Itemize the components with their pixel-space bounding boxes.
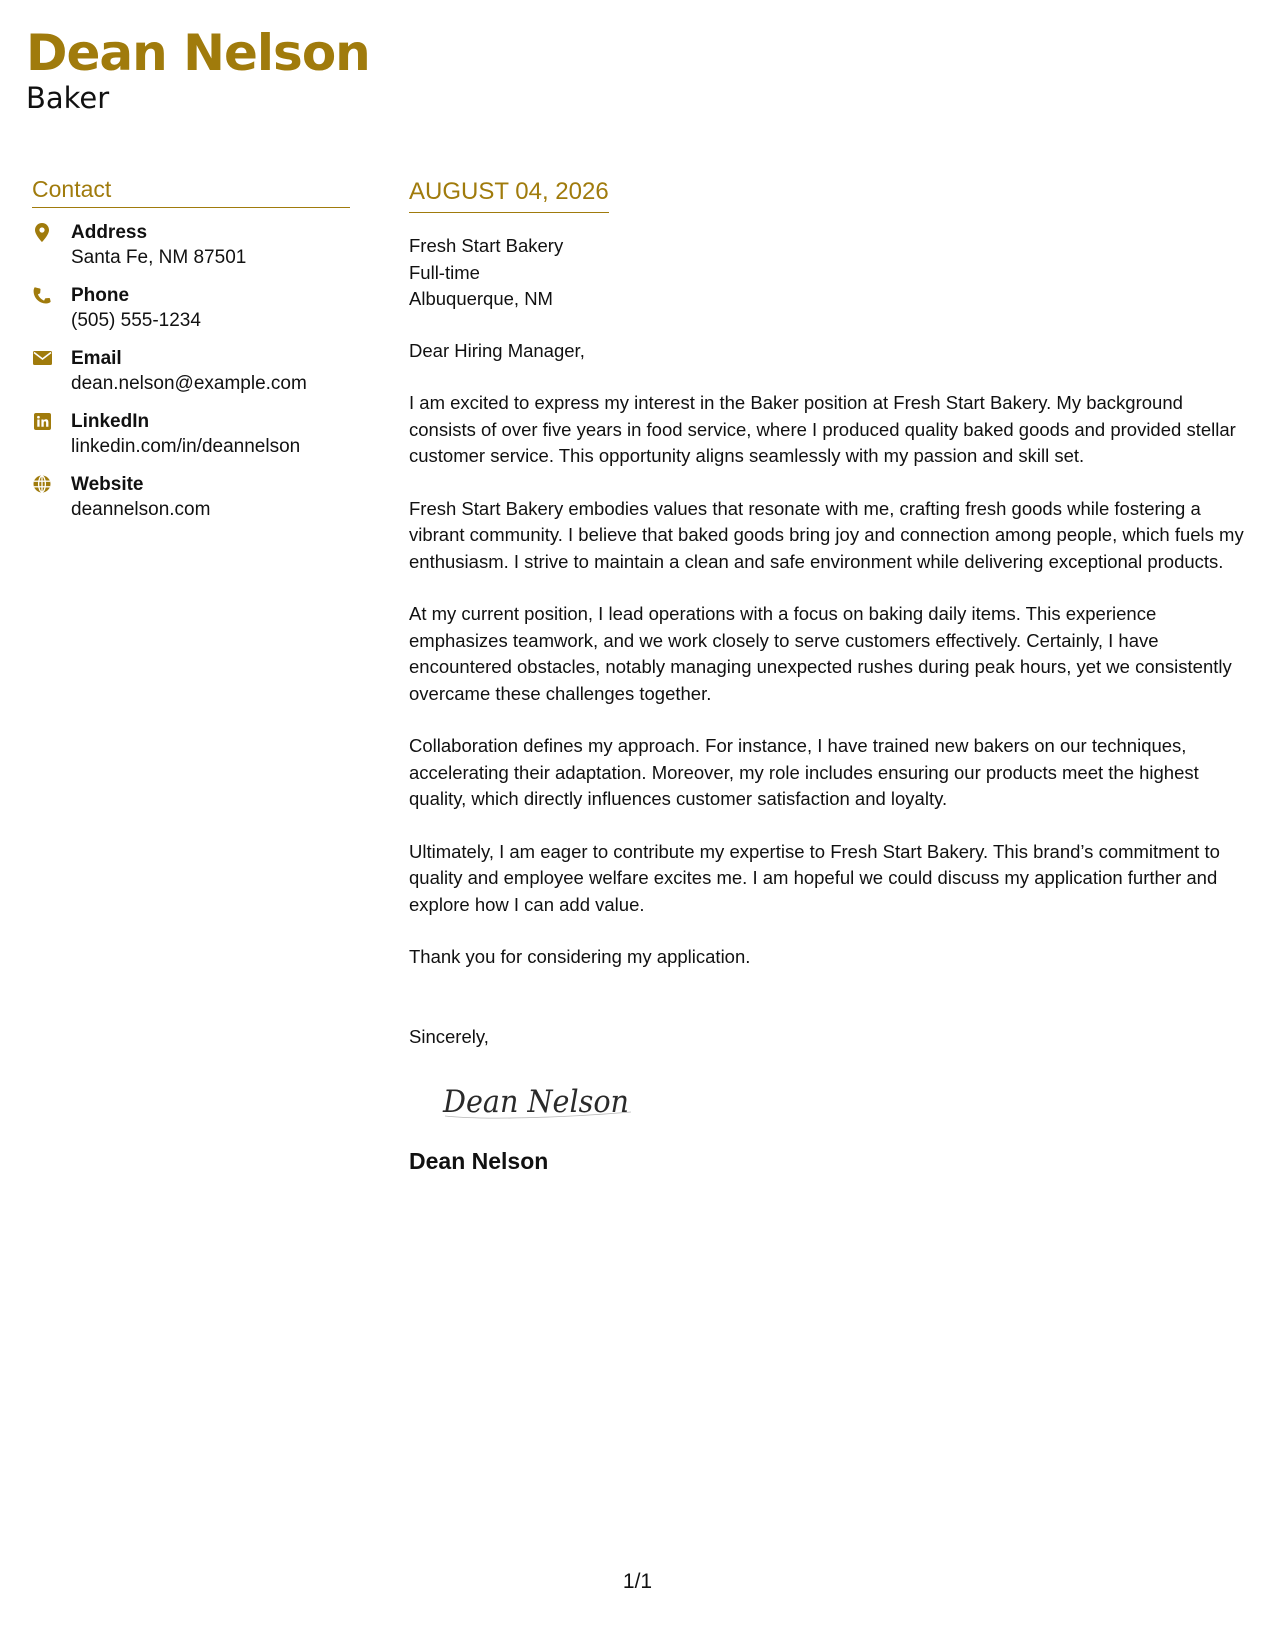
contact-website xyxy=(32,472,350,535)
phone-icon xyxy=(32,285,52,305)
letter-paragraph: Ultimately, I am eager to contribute my expertise to Fresh Start Bakery. This brand’s commitment to quality and employee welfare excites me. I am hopeful we could discuss my application further and explore how I can add value. xyxy=(409,840,1220,915)
handwritten-signature xyxy=(441,1072,1254,1132)
contact-value: (505) 555-1234 xyxy=(71,310,201,331)
map-pin-icon xyxy=(32,222,52,242)
contact-label: Website xyxy=(71,474,144,495)
contact-linkedin xyxy=(32,409,350,472)
applicant-role: Baker xyxy=(26,81,110,115)
contact-label: Email xyxy=(71,348,122,369)
contact-email xyxy=(32,346,350,409)
contact-address xyxy=(32,220,350,283)
linkedin-icon xyxy=(32,411,52,431)
letter-paragraph: Collaboration defines my approach. For instance, I have trained new bakers on our techniques, accelerating their adaptation. Moreover, my role includes ensuring our products meet the highest quality, which directly influences customer satisfaction and loyalty. xyxy=(409,735,1199,809)
letter-paragraph: Thank you for considering my application. xyxy=(409,946,751,967)
contact-sidebar xyxy=(32,174,350,535)
envelope-icon xyxy=(32,348,52,368)
contact-label: LinkedIn xyxy=(71,411,150,432)
recipient-location: Albuquerque, NM xyxy=(409,288,553,309)
contact-value: Santa Fe, NM 87501 xyxy=(71,247,247,268)
applicant-name: Dean Nelson xyxy=(26,24,370,82)
globe-icon xyxy=(32,474,52,494)
contact-heading: Contact xyxy=(32,174,350,208)
contact-value: deannelson.com xyxy=(71,499,211,520)
contact-value: linkedin.com/in/deannelson xyxy=(71,436,301,457)
letter-paragraph: Fresh Start Bakery embodies values that resonate with me, crafting fresh goods while fostering a vibrant community. I believe that baked goods bring joy and connection among people, which fuels my enthusiasm. I strive to maintain a clean and safe environment while delivering exceptional products. xyxy=(409,497,1244,572)
contact-label: Phone xyxy=(71,285,130,306)
contact-phone xyxy=(32,283,350,346)
recipient-job-type: Full-time xyxy=(409,261,480,283)
letter-paragraph: I am excited to express my interest in the Baker position at Fresh Start Bakery. My background consists of over five years in food service, where I produced quality baked goods and provided stellar customer service. This opportunity aligns seamlessly with my passion and skill set. xyxy=(409,392,1236,466)
contact-label: Address xyxy=(71,222,148,243)
letter-body xyxy=(409,176,1254,1176)
page-number: 1/1 xyxy=(622,1570,653,1593)
recipient-company: Fresh Start Bakery xyxy=(409,235,564,256)
salutation: Dear Hiring Manager, xyxy=(409,339,585,361)
letter-date: AUGUST 04, 2026 xyxy=(409,176,609,213)
signer-name: Dean Nelson xyxy=(409,1148,549,1174)
closing: Sincerely, xyxy=(409,1025,489,1047)
svg-text:Dean Nelson: Dean Nelson xyxy=(442,1084,629,1120)
letter-paragraph: At my current position, I lead operations with a focus on baking daily items. This experience emphasizes teamwork, and we work closely to serve customers effectively. Certainly, I have encountered obstacles, notably managing unexpected rushes during peak hours, yet we consistently overcame these challenges together. xyxy=(409,603,1232,704)
contact-value: dean.nelson@example.com xyxy=(71,373,307,394)
recipient-block xyxy=(409,233,1254,313)
